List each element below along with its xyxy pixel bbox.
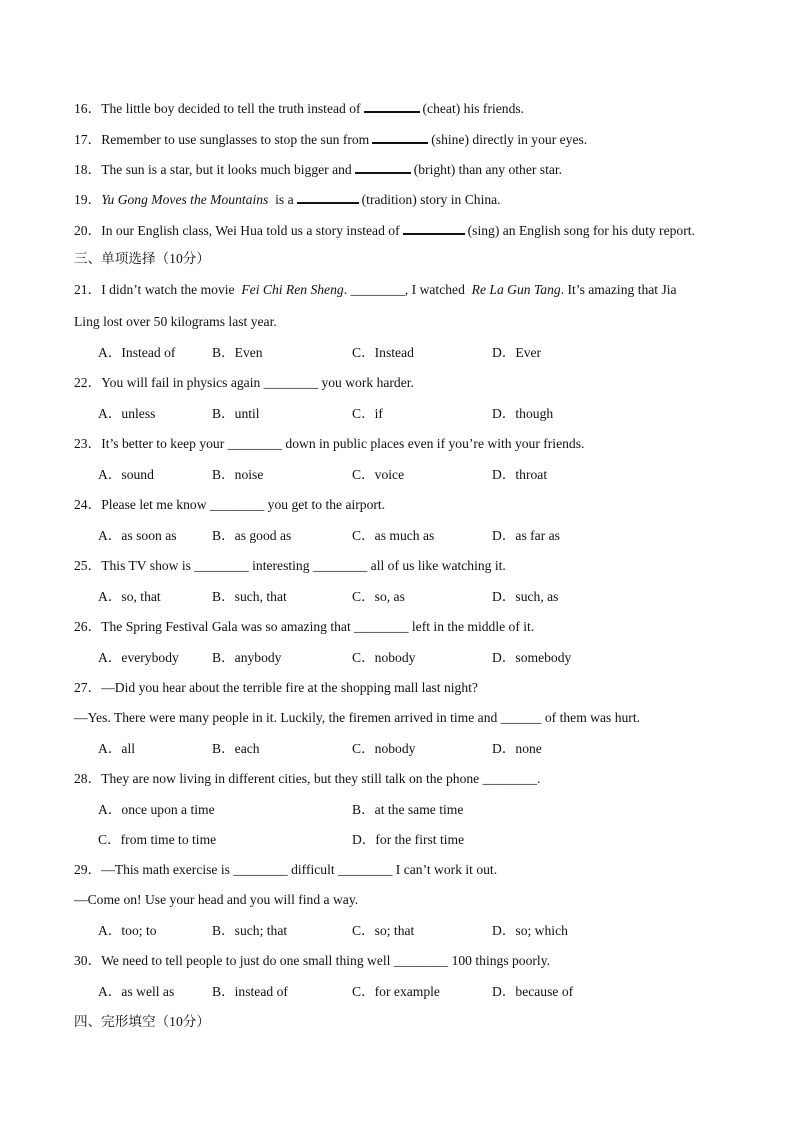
question-text: This TV show is ________ interesting ________ all of us like watching it. [101, 558, 506, 573]
question-29 [74, 862, 497, 878]
answer-blank[interactable] [364, 99, 420, 113]
question-number: 17． [74, 132, 102, 147]
question-text: —Did you hear about the terrible fire at the shopping mall last night? [101, 680, 478, 695]
question-number: 28． [74, 771, 102, 786]
option-d[interactable]: D．because of [492, 984, 574, 999]
answer-blank[interactable] [372, 130, 428, 144]
option-c[interactable]: C．nobody [352, 650, 416, 665]
question-number: 30． [74, 953, 102, 968]
question-number: 29． [74, 862, 102, 877]
word-hint: (tradition) story in China. [361, 192, 501, 207]
question-number: 22． [74, 375, 102, 390]
question-text: Please let me know ________ you get to the airport. [101, 497, 386, 512]
option-a[interactable]: A．Instead of [98, 345, 176, 360]
question-continuation: —Come on! Use your head and you will find a way. [74, 892, 359, 907]
option-a[interactable]: A．as soon as [98, 528, 177, 543]
question-24 [74, 497, 385, 513]
answer-blank[interactable] [403, 221, 465, 235]
option-c[interactable]: C．as much as [352, 528, 435, 543]
option-b[interactable]: B．Even [212, 345, 263, 360]
option-c[interactable]: C．voice [352, 467, 405, 482]
question-26 [74, 619, 534, 635]
question-text: —This math exercise is ________ difficult ________ I can’t work it out. [101, 862, 498, 877]
question-number: 25． [74, 558, 102, 573]
question-text: They are now living in different cities, but they still talk on the phone ________. [101, 771, 541, 786]
question-number: 26． [74, 619, 102, 634]
option-b[interactable]: B．such, that [212, 589, 287, 604]
question-20 [74, 221, 695, 239]
question-number: 24． [74, 497, 102, 512]
option-c[interactable]: C．for example [352, 984, 440, 999]
movie-title-2: Re La Gun Tang [471, 282, 561, 297]
option-b[interactable]: B．such; that [212, 923, 288, 938]
question-text: . ________, I watched [343, 282, 465, 297]
option-c[interactable]: C．so; that [352, 923, 415, 938]
option-b[interactable]: B．until [212, 406, 260, 421]
option-c[interactable]: C．so, as [352, 589, 405, 604]
section-heading-3: 三、单项选择（10分） [74, 251, 210, 266]
option-d[interactable]: D．none [492, 741, 542, 756]
option-c[interactable]: C．if [352, 406, 383, 421]
word-hint: (cheat) his friends. [422, 101, 525, 116]
option-b[interactable]: B．instead of [212, 984, 288, 999]
option-d[interactable]: D．such, as [492, 589, 559, 604]
question-text: The Spring Festival Gala was so amazing that ________ left in the middle of it. [101, 619, 535, 634]
word-hint: (bright) than any other star. [413, 162, 563, 177]
question-number: 23． [74, 436, 102, 451]
question-text: You will fail in physics again ________ you work harder. [101, 375, 414, 390]
answer-blank[interactable] [297, 190, 359, 204]
answer-blank[interactable] [355, 160, 411, 174]
word-hint: (sing) an English song for his duty report. [467, 223, 695, 238]
option-a[interactable]: A．too; to [98, 923, 157, 938]
question-text: The sun is a star, but it looks much bigger and [101, 162, 352, 177]
question-text: We need to tell people to just do one small thing well ________ 100 things poorly. [101, 953, 551, 968]
question-text: In our English class, Wei Hua told us a story instead of [101, 223, 400, 238]
question-text: I didn’t watch the movie [101, 282, 235, 297]
question-continuation: —Yes. There were many people in it. Luckily, the firemen arrived in time and ______ of them was hurt. [74, 710, 641, 725]
question-continuation: Ling lost over 50 kilograms last year. [74, 314, 277, 329]
question-25 [74, 558, 506, 574]
question-number: 21． [74, 282, 102, 297]
option-a[interactable]: A．so, that [98, 589, 161, 604]
question-22 [74, 375, 414, 391]
option-b[interactable]: B．each [212, 741, 260, 756]
question-text: is a [275, 192, 294, 207]
option-b[interactable]: B．anybody [212, 650, 282, 665]
question-18 [74, 160, 562, 178]
option-d[interactable]: D．as far as [492, 528, 560, 543]
option-b[interactable]: B．at the same time [352, 802, 464, 817]
option-c[interactable]: C．from time to time [98, 832, 217, 847]
question-21 [74, 282, 677, 298]
question-17 [74, 130, 587, 148]
question-28 [74, 771, 540, 787]
section-heading-4: 四、完形填空（10分） [74, 1014, 210, 1029]
option-a[interactable]: A．sound [98, 467, 154, 482]
question-number: 19． [74, 192, 102, 207]
option-d[interactable]: D．so; which [492, 923, 568, 938]
option-c[interactable]: C．nobody [352, 741, 416, 756]
question-number: 27． [74, 680, 102, 695]
option-d[interactable]: D．Ever [492, 345, 542, 360]
question-text: The little boy decided to tell the truth instead of [101, 101, 361, 116]
option-a[interactable]: A．once upon a time [98, 802, 215, 817]
question-30 [74, 953, 550, 969]
option-b[interactable]: B．noise [212, 467, 264, 482]
question-19 [74, 190, 501, 208]
question-16 [74, 99, 524, 117]
option-b[interactable]: B．as good as [212, 528, 292, 543]
option-d[interactable]: D．somebody [492, 650, 572, 665]
option-a[interactable]: A．all [98, 741, 135, 756]
question-number: 18． [74, 162, 102, 177]
question-27 [74, 680, 478, 696]
option-d[interactable]: D．throat [492, 467, 548, 482]
option-a[interactable]: A．everybody [98, 650, 179, 665]
question-text: Remember to use sunglasses to stop the sun from [101, 132, 370, 147]
option-a[interactable]: A．unless [98, 406, 156, 421]
question-number: 16． [74, 101, 102, 116]
word-hint: (shine) directly in your eyes. [431, 132, 588, 147]
question-text: . It’s amazing that Jia [560, 282, 677, 297]
question-23 [74, 436, 584, 452]
option-d[interactable]: D．for the first time [352, 832, 465, 847]
option-d[interactable]: D．though [492, 406, 554, 421]
question-number: 20． [74, 223, 102, 238]
movie-title-1: Fei Chi Ren Sheng [241, 282, 344, 297]
option-c[interactable]: C．Instead [352, 345, 414, 360]
option-a[interactable]: A．as well as [98, 984, 175, 999]
story-title: Yu Gong Moves the Mountains [101, 192, 269, 207]
question-text: It’s better to keep your ________ down in public places even if you’re with your friends. [101, 436, 585, 451]
